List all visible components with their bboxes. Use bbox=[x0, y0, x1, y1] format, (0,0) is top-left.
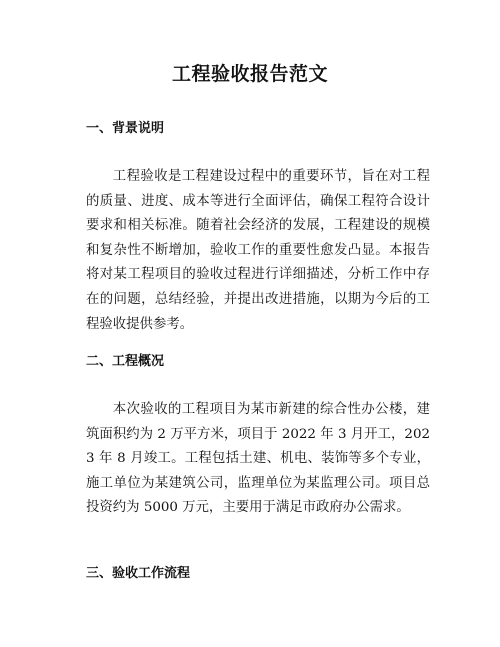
section-heading-process: 三、验收工作流程 bbox=[86, 566, 191, 581]
section-paragraph-background: 工程验收是工程建设过程中的重要环节，旨在对工程的质量、进度、成本等进行全面评估，确保工程符合设计要求和相关标准。随着社会经济的发展，工程建设的规模和复杂性不断增加，验收工作的重要性愈发凸显。本报告将对某工程项目的验收过程进行详细描述，分析工作中存在的问题，总结经验，并提出改进措施，以期为今后的工程验收提供参考。 bbox=[86, 169, 430, 332]
section-heading-background: 一、背景说明 bbox=[86, 121, 165, 136]
section-heading-overview: 二、工程概况 bbox=[86, 354, 165, 369]
document-title: 工程验收报告范文 bbox=[171, 63, 328, 85]
section-paragraph-overview: 本次验收的工程项目为某市新建的综合性办公楼，建筑面积约为 2 万平方米，项目于 2022 年 3 月开工，2023 年 8 月竣工。工程包括土建、机电、装饰等多个专业，施工单位为某建筑公司，监理单位为某监理公司。项目总投资约为 5000 万元，主要用于满足市政府办公需求。 bbox=[86, 402, 430, 516]
